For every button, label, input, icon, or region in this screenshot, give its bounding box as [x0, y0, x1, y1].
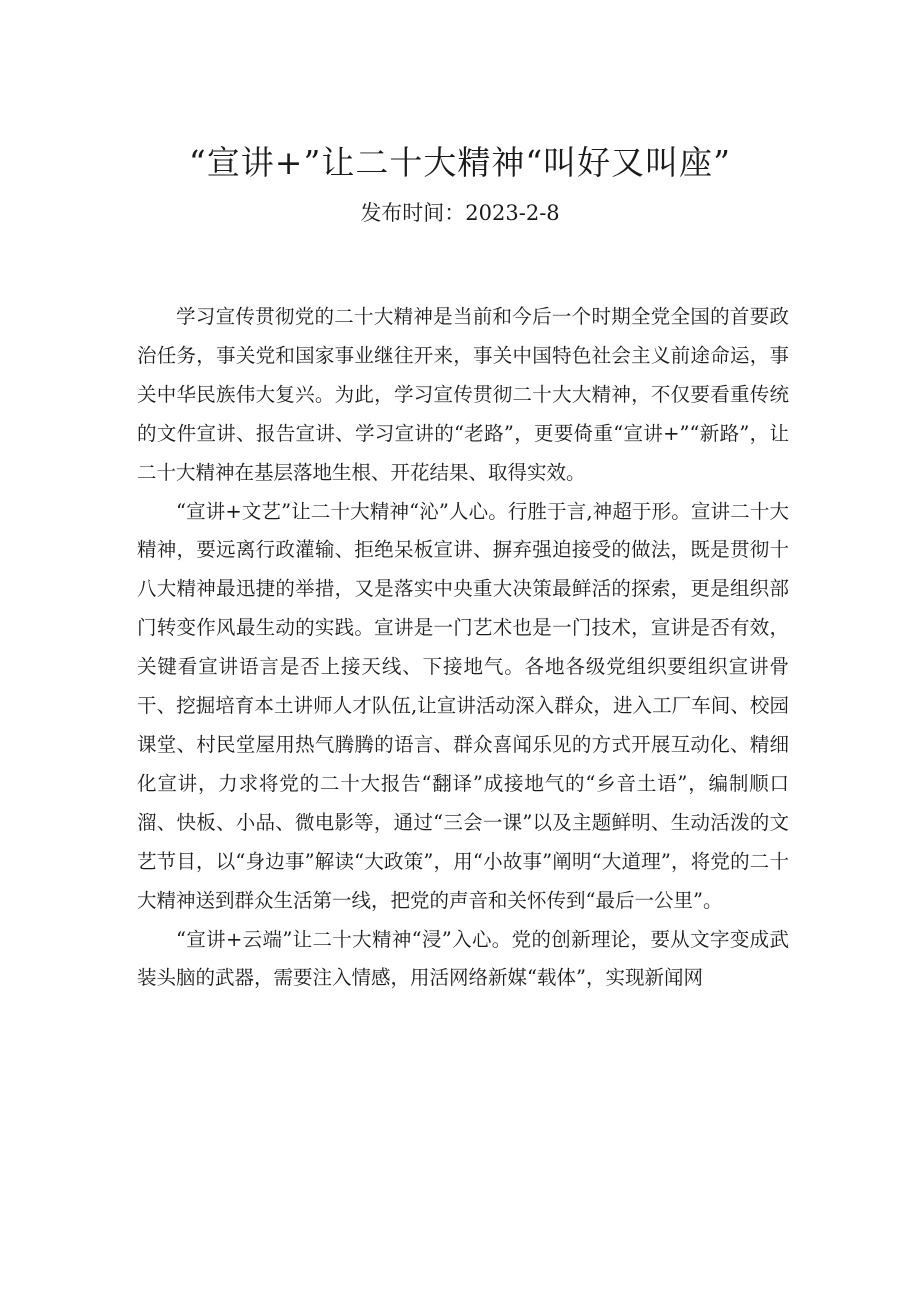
- paragraph-2: “宣讲+文艺”让二十大精神“沁”人心。行胜于言,神超于形。宣讲二十大精神，要远离行政灌输、拒绝呆板宣讲、摒弃强迫接受的做法，既是贯彻十八大精神最迅捷的举措，又是落实中央重大决策最鲜活的探索，更是组织部门转变作风最生动的实践。宣讲是一门艺术也是一门技术，宣讲是否有效，关键看宣讲语言是否上接天线、下接地气。各地各级党组织要组织宣讲骨干、挖掘培育本土讲师人才队伍,让宣讲活动深入群众，进入工厂车间、校园课堂、村民堂屋用热气腾腾的语言、群众喜闻乐见的方式开展互动化、精细化宣讲，力求将党的二十大报告“翻译”成接地气的“乡音土语”，编制顺口溜、快板、小品、微电影等，通过“三会一课”以及主题鲜明、生动活泼的文艺节目，以“身边事”解读“大政策”，用“小故事”阐明“大道理”，将党的二十大精神送到群众生活第一线，把党的声音和关怀传到“最后一公里”。: [137, 499, 789, 912]
- paragraph-1: 学习宣传贯彻党的二十大精神是当前和今后一个时期全党全国的首要政治任务，事关党和国家事业继往开来，事关中国特色社会主义前途命运，事关中华民族伟大复兴。为此，学习宣传贯彻二十大大精神，不仅要看重传统的文件宣讲、报告宣讲、学习宣讲的“老路”，更要倚重“宣讲+”“新路”，让二十大精神在基层落地生根、开花结果、取得实效。: [137, 305, 789, 484]
- document-title: “宣讲+”让二十大精神“叫好又叫座”: [188, 143, 732, 182]
- publish-date: 发布时间：2023-2-8: [360, 201, 560, 225]
- paragraph-3: “宣讲+云端”让二十大精神“浸”入心。党的创新理论，要从文字变成武装头脑的武器，需要注入情感，用活网络新媒“载体”，实现新闻网: [137, 927, 789, 990]
- document-body: [137, 298, 789, 998]
